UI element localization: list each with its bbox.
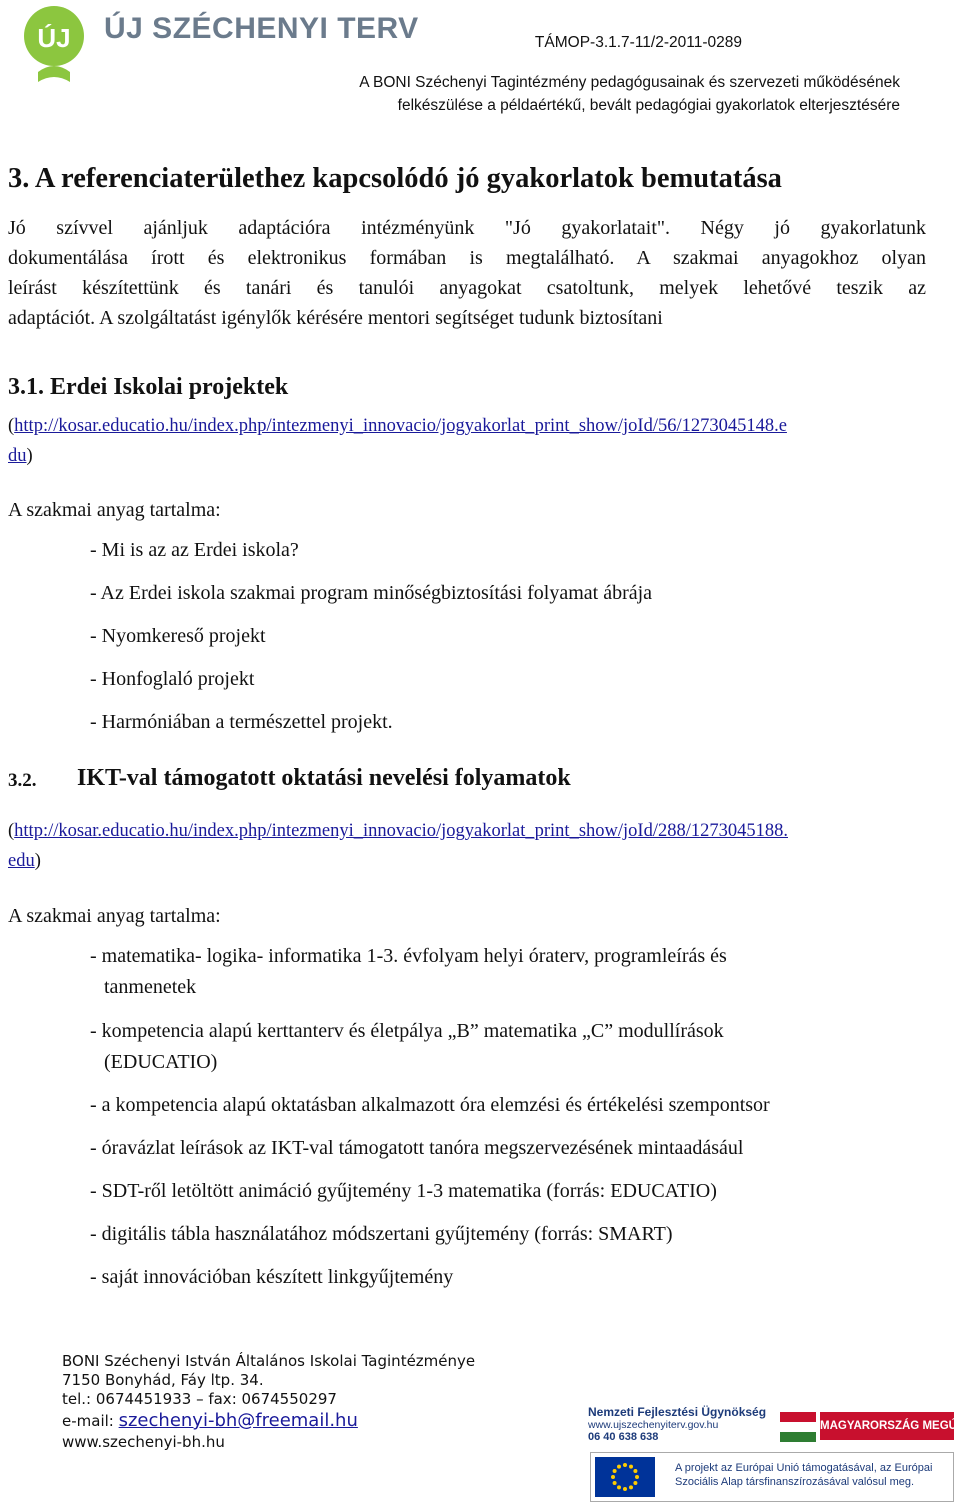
nfu-phone: 06 40 638 638 — [588, 1431, 659, 1443]
footer-email-link[interactable]: szechenyi-bh@freemail.hu — [118, 1410, 358, 1431]
subsection2-url: (http://kosar.educatio.hu/index.php/intezmenyi_innovacio/jogyakorlat_print_show/joId/288/1273045188. edu) — [8, 821, 788, 871]
subsection1-link-cont[interactable]: du — [8, 446, 27, 466]
footer-email-label: e-mail: — [62, 1412, 119, 1430]
szechenyi-terv-logo — [18, 2, 419, 86]
nfu-web: www.ujszechenyiterv.gov.hu — [588, 1419, 719, 1431]
footer-phone: tel.: 0674451933 – fax: 0674550297 — [62, 1390, 337, 1408]
list-item: - Mi is az az Erdei iskola? — [90, 539, 299, 561]
logo-emblem-icon — [18, 2, 90, 86]
hungarian-coat-of-arms-icon — [778, 1408, 818, 1444]
list-item-text-cont: tanmenetek — [104, 976, 197, 998]
eu-line1: A projekt az Európai Unió támogatásával, az Európai — [675, 1462, 933, 1474]
list-item: - Nyomkereső projekt — [90, 625, 266, 647]
nfu-logo — [588, 1405, 767, 1445]
eu-funding-text — [675, 1461, 932, 1489]
logo-text: ÚJ SZÉCHENYI TERV — [104, 12, 419, 45]
nfu-name: Nemzeti Fejlesztési Ügynökség — [588, 1405, 767, 1419]
footer-address: 7150 Bonyhád, Fáy ltp. 34. — [62, 1371, 264, 1389]
header-subtitle-line1: A BONI Széchenyi Tagintézmény pedagógusainak és szervezeti működésének — [359, 74, 900, 91]
list-item-text: - matematika- logika- informatika 1-3. évfolyam helyi óraterv, programleírás és — [90, 945, 727, 967]
list-item: - saját innovációban készített linkgyűjtemény — [90, 1266, 454, 1288]
list-item: - a kompetencia alapú oktatásban alkalmazott óra elemzési és értékelési szempontsor — [90, 1094, 770, 1116]
intro-line: dokumentálása írott és elektronikus formában is megtalálható. A szakmai anyagokhoz olyan — [8, 247, 926, 269]
section-intro — [8, 213, 926, 333]
subsection2-content-label: A szakmai anyag tartalma: — [8, 905, 221, 927]
eu-flag-icon — [595, 1457, 655, 1497]
subsection2-number: 3.2. — [8, 770, 37, 791]
list-item: - digitális tábla használatához módszertani gyűjtemény (forrás: SMART) — [90, 1223, 673, 1245]
subsection2-title: IKT-val támogatott oktatási nevelési folyamatok — [77, 765, 571, 791]
section-title: 3. A referenciaterülethez kapcsolódó jó gyakorlatok bemutatása — [8, 163, 782, 194]
intro-line: adaptációt. A szolgáltatást igénylők kérésére mentori segítséget tudunk biztosítani — [8, 307, 663, 329]
list-item-text-cont: (EDUCATIO) — [104, 1051, 218, 1073]
intro-line: Jó szívvel ajánljuk adaptációra intézményünk "Jó gyakorlatait". Négy jó gyakorlatunk — [8, 217, 926, 239]
subsection1-link[interactable]: http://kosar.educatio.hu/index.php/intezmenyi_innovacio/jogyakorlat_print_show/joId/56/1273045148.e — [14, 416, 787, 436]
header-subtitle-line2: felkészülése a példaértékű, bevált pedagógiai gyakorlatok elterjesztésére — [397, 97, 900, 114]
list-item: - Honfoglaló projekt — [90, 668, 255, 690]
eu-line2: Szociális Alap társfinanszírozásával valósul meg. — [675, 1476, 915, 1488]
magyarorszag-megujul-logo — [778, 1408, 979, 1444]
footer-org: BONI Széchenyi István Általános Iskolai Tagintézménye — [62, 1352, 476, 1370]
list-item-text: - kompetencia alapú kerttanterv és életpálya „B” matematika „C” modullírások — [90, 1020, 724, 1042]
list-item: - Harmóniában a természettel projekt. — [90, 711, 393, 733]
project-code: TÁMOP-3.1.7-11/2-2011-0289 — [534, 34, 742, 51]
list-item — [90, 941, 910, 1003]
eu-funding-banner — [590, 1452, 954, 1502]
svg-text:ÚJ: ÚJ — [37, 23, 71, 53]
intro-line: leírást készítettünk és tanári és tanulói anyagokat csatoltunk, melyek lehetővé teszik az — [8, 277, 926, 299]
subsection1-content-label: A szakmai anyag tartalma: — [8, 499, 221, 521]
subsection1-title: 3.1. Erdei Iskolai projektek — [8, 374, 289, 400]
footer-email-row — [62, 1410, 358, 1431]
subsection2-link[interactable]: http://kosar.educatio.hu/index.php/intezmenyi_innovacio/jogyakorlat_print_show/joId/288/1273045188. — [14, 821, 788, 841]
list-item: - óravázlat leírások az IKT-val támogatott tanóra megszervezésének mintaadásául — [90, 1137, 744, 1159]
subsection2-link-cont[interactable]: edu — [8, 851, 35, 871]
footer-web: www.szechenyi-bh.hu — [62, 1433, 225, 1451]
list-item: - SDT-ről letöltött animáció gyűjtemény 1-3 matematika (forrás: EDUCATIO) — [90, 1180, 717, 1202]
mm-label: MAGYARORSZÁG MEGÚJUL — [820, 1412, 954, 1440]
subsection1-url: (http://kosar.educatio.hu/index.php/intezmenyi_innovacio/jogyakorlat_print_show/joId/56/1273045148.e du) — [8, 416, 787, 466]
list-item: - Az Erdei iskola szakmai program minőségbiztosítási folyamat ábrája — [90, 582, 653, 604]
list-item — [90, 1016, 910, 1078]
